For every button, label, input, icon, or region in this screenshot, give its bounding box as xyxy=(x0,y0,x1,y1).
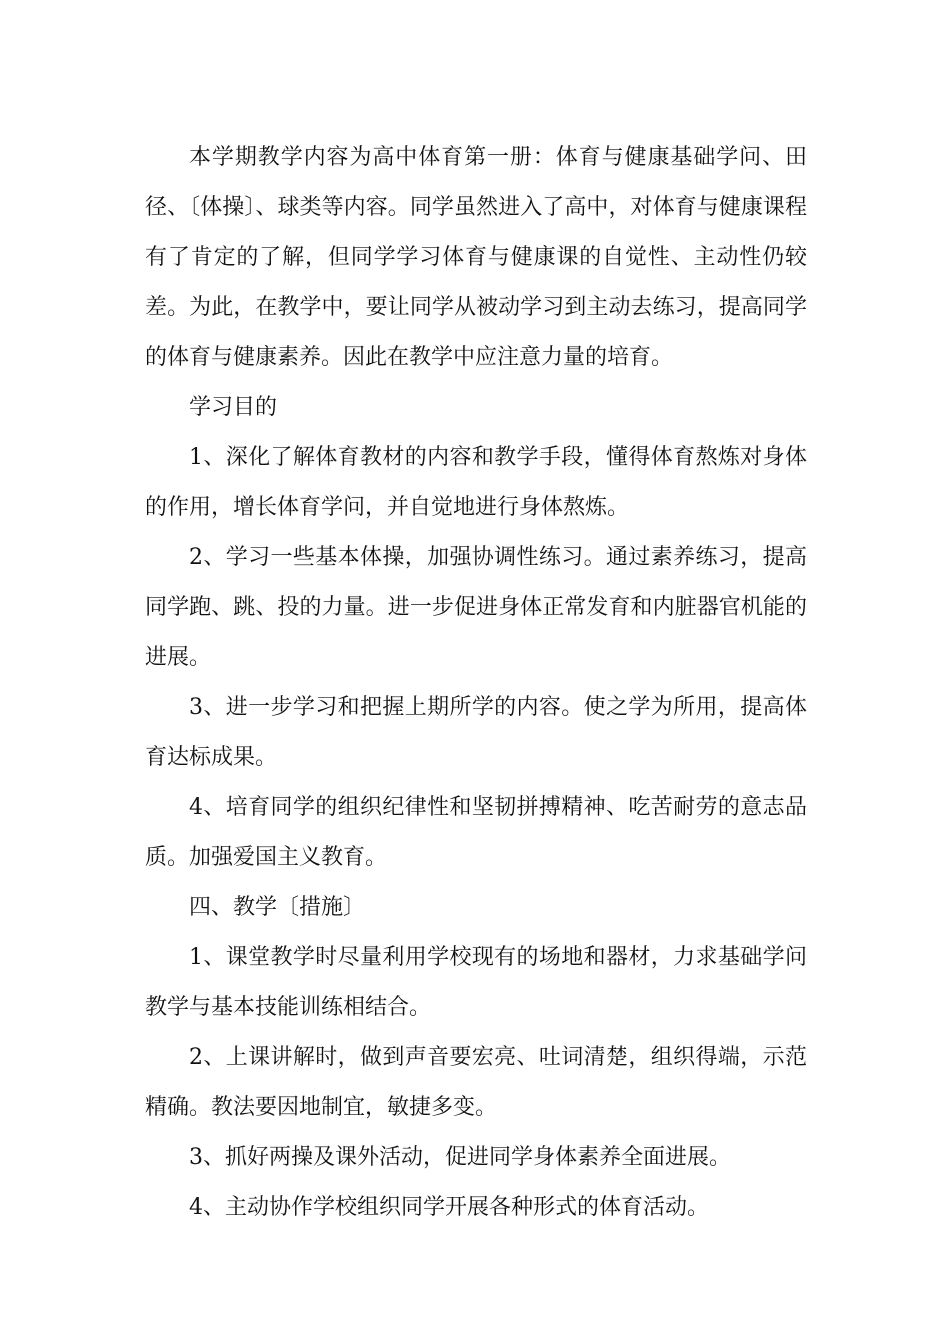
intro-paragraph: 本学期教学内容为高中体育第一册：体育与健康基础学问、田径、〔体操〕、球类等内容。同学虽然进入了高中，对体育与健康课程有了肯定的了解，但同学学习体育与健康课的自觉性、主动性仍较差。为此，在教学中，要让同学从被动学习到主动去练习，提高同学的体育与健康素养。因此在教学中应注意力量的培育。 xyxy=(145,145,807,370)
measure-item-1: 1、课堂教学时尽量利用学校现有的场地和器材，力求基础学问教学与基本技能训练相结合。 xyxy=(145,945,807,1020)
measure-item-4: 4、主动协作学校组织同学开展各种形式的体育活动。 xyxy=(189,1195,709,1220)
measure-item-3: 3、抓好两操及课外活动，促进同学身体素养全面进展。 xyxy=(189,1145,731,1170)
section-heading-teaching-measures: 四、教学〔措施〕 xyxy=(189,895,366,920)
measure-item-2: 2、上课讲解时，做到声音要宏亮、吐词清楚，组织得端，示范精确。教法要因地制宜，敏捷多变。 xyxy=(145,1045,807,1120)
goal-item-4: 4、培育同学的组织纪律性和坚韧拼搏精神、吃苦耐劳的意志品质。加强爱国主义教育。 xyxy=(145,795,807,870)
document-body xyxy=(145,133,807,1233)
goal-item-2: 2、学习一些基本体操，加强协调性练习。通过素养练习，提高同学跑、跳、投的力量。进一步促进身体正常发育和内脏器官机能的进展。 xyxy=(145,545,807,670)
section-heading-learning-goals: 学习目的 xyxy=(189,395,278,420)
goal-item-1: 1、深化了解体育教材的内容和教学手段，懂得体育熬炼对身体的作用，增长体育学问，并自觉地进行身体熬炼。 xyxy=(145,445,807,520)
goal-item-3: 3、进一步学习和把握上期所学的内容。使之学为所用，提高体育达标成果。 xyxy=(145,695,807,770)
